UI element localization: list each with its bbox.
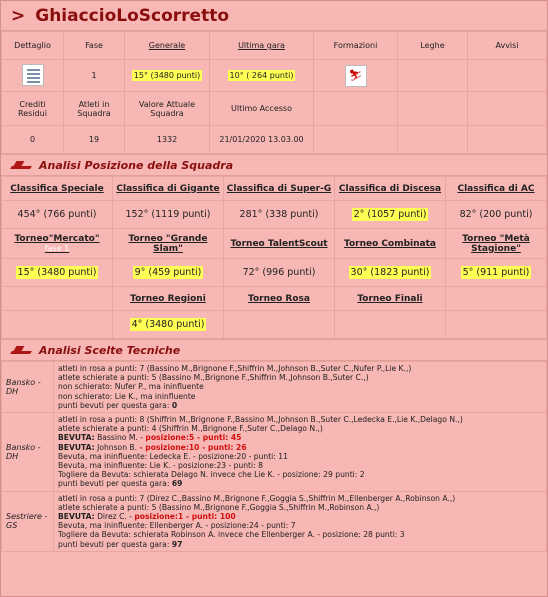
detail-line	[58, 461, 542, 470]
detail-line	[58, 373, 542, 382]
page-title	[1, 1, 547, 31]
torneo-mercato-text: Torneo"Mercato"	[14, 234, 100, 244]
detail-line	[58, 392, 542, 401]
detail-text: atlete schierate a punti: 4 (Shiffrin M.,Brignone F.,Suter C.,Delago N.,)	[58, 424, 323, 434]
dettaglio-cell	[2, 60, 64, 92]
race-details	[54, 491, 547, 551]
detail-line	[58, 470, 542, 479]
value-text: 152° (1119 punti)	[125, 209, 211, 220]
detail-line	[58, 382, 542, 391]
race-name: Bansko - DH	[2, 413, 54, 492]
empty-cell	[2, 287, 113, 311]
tech-table	[1, 361, 547, 552]
empty-cell	[446, 287, 547, 311]
detail-text: atlete schierate a punti: 5 (Bassino M.,Brignone F.,Shiffrin M.,Johnson B.,Suter C.,)	[58, 373, 369, 383]
value-classifica-superg	[224, 201, 335, 229]
label-classifica-gigante[interactable]: Classifica di Gigante	[113, 177, 224, 201]
detail-line	[58, 494, 542, 503]
detail-text: non schierato: Nufer P., ma ininfluente	[58, 382, 204, 392]
bevuta-label: BEVUTA:	[58, 512, 95, 522]
detail-text: atlete schierate a punti: 5 (Bassino M.,Brignone F.,Goggia S.,Shiffrin M.,Robinson A.,)	[58, 502, 380, 512]
empty-cell	[314, 92, 398, 126]
empty-cell	[468, 126, 547, 154]
value-torneo-regioni	[113, 311, 224, 339]
empty-cell	[446, 311, 547, 339]
label-classifica-superg[interactable]: Classifica di Super-G	[224, 177, 335, 201]
detail-line	[58, 415, 542, 424]
header-crediti: Crediti Residui	[2, 92, 64, 126]
tech-section-title: Analisi Scelte Tecniche	[39, 343, 181, 357]
ultima-gara-cell	[210, 60, 314, 92]
points-total: 97	[171, 539, 183, 549]
value-text: 82° (200 punti)	[459, 209, 533, 220]
valore-value: 1332	[125, 126, 210, 154]
label-torneo-mercato[interactable]	[2, 229, 113, 259]
empty-cell	[314, 126, 398, 154]
leghe-cell	[398, 60, 468, 92]
detail-line	[58, 424, 542, 433]
position-section-title: Analisi Posizione della Squadra	[39, 158, 234, 172]
value-text: 9° (459 punti)	[134, 267, 202, 278]
label-classifica-discesa[interactable]: Classifica di Discesa	[335, 177, 446, 201]
formazioni-cell	[314, 60, 398, 92]
bevuta-label: BEVUTA:	[58, 442, 95, 452]
value-classifica-discesa	[335, 201, 446, 229]
header-leghe: Leghe	[398, 32, 468, 60]
label-torneo-grande-slam[interactable]: Torneo "Grande Slam"	[113, 229, 224, 259]
race-row	[2, 362, 547, 413]
value-classifica-gigante	[113, 201, 224, 229]
value-torneo-talentscout	[224, 259, 335, 287]
value-classifica-speciale	[2, 201, 113, 229]
label-torneo-combinata[interactable]: Torneo Combinata	[335, 229, 446, 259]
label-torneo-finali[interactable]: Torneo Finali	[335, 287, 446, 311]
detail-text: Bassino M. -	[94, 433, 146, 443]
ski-icon	[11, 161, 31, 169]
ultima-gara-value: 10° ( 264 punti)	[229, 71, 294, 80]
race-details	[54, 413, 547, 492]
points-total: 69	[171, 479, 183, 489]
empty-cell	[398, 92, 468, 126]
fase-subtext: fase 1	[44, 244, 70, 253]
value-torneo-mercato	[2, 259, 113, 287]
tech-section-header	[1, 339, 547, 361]
detail-line	[58, 364, 542, 373]
label-classifica-ac[interactable]: Classifica di AC	[446, 177, 547, 201]
detail-text: atleti in rosa a punti: 7 (Direz C.,Bassino M.,Brignone F.,Goggia S.,Shiffrin M.,Ellenberger A.,Robinson A.,)	[58, 493, 456, 503]
value-text: 15° (3480 punti)	[17, 267, 97, 278]
skier-icon[interactable]: ⛷	[345, 65, 367, 87]
detail-text: Bevuta, ma ininfluente: Ellenberger A. - posizione:24 - punti: 7	[58, 521, 296, 531]
atleti-value: 19	[64, 126, 125, 154]
value-torneo-rosa	[224, 311, 335, 339]
label-torneo-talentscout[interactable]: Torneo TalentScout	[224, 229, 335, 259]
team-name: GhiaccioLoScorretto	[35, 5, 230, 26]
detail-text: punti bevuti per questa gara:	[58, 539, 172, 549]
detail-text: atleti in rosa a punti: 8 (Shiffrin M.,Brignone F.,Bassino M.,Johnson B.,Suter C.,Ledecka E.,Lie K.,Delago N.,)	[58, 415, 463, 425]
label-classifica-speciale[interactable]: Classifica Speciale	[2, 177, 113, 201]
detail-line	[58, 433, 542, 442]
value-classifica-ac	[446, 201, 547, 229]
detail-text: Togliere da Bevuta: schierata Robinson A. invece che Ellenberger A. - posizione: 28 punti: 3	[58, 530, 405, 540]
generale-cell	[125, 60, 210, 92]
summary-table	[1, 31, 547, 154]
header-generale[interactable]: Generale	[125, 32, 210, 60]
label-torneo-rosa[interactable]: Torneo Rosa	[224, 287, 335, 311]
position-table	[1, 176, 547, 339]
empty-cell	[2, 311, 113, 339]
empty-cell	[468, 92, 547, 126]
detail-line	[58, 540, 542, 549]
header-formazioni: Formazioni	[314, 32, 398, 60]
detail-line	[58, 503, 542, 512]
value-torneo-grande-slam	[113, 259, 224, 287]
race-name: Sestriere - GS	[2, 491, 54, 551]
detail-line	[58, 401, 542, 410]
title-arrow-icon: >	[11, 5, 26, 26]
value-text: 30° (1823 punti)	[350, 267, 430, 278]
detail-line	[58, 452, 542, 461]
value-torneo-combinata	[335, 259, 446, 287]
label-torneo-meta-stagione[interactable]: Torneo "Metà Stagione"	[446, 229, 547, 259]
label-torneo-regioni[interactable]: Torneo Regioni	[113, 287, 224, 311]
header-valore: Valore Attuale Squadra	[125, 92, 210, 126]
race-details	[54, 362, 547, 413]
header-fase: Fase	[64, 32, 125, 60]
header-atleti: Atleti in Squadra	[64, 92, 125, 126]
value-torneo-finali	[335, 311, 446, 339]
detail-line	[58, 512, 542, 521]
detail-line	[58, 479, 542, 488]
header-avvisi: Avvisi	[468, 32, 547, 60]
list-detail-icon[interactable]	[22, 64, 44, 86]
value-text: 454° (766 punti)	[17, 209, 97, 220]
value-torneo-meta-stagione	[446, 259, 547, 287]
generale-value: 15° (3480 punti)	[133, 71, 201, 80]
header-dettaglio: Dettaglio	[2, 32, 64, 60]
detail-text: Bevuta, ma ininfluente: Ledecka E. - posizione:20 - punti: 11	[58, 451, 288, 461]
points-total: 0	[171, 400, 178, 410]
bevuta-detail: posizione:5 - punti: 45	[145, 433, 242, 443]
value-text: 5° (911 punti)	[462, 267, 530, 278]
detail-text: Bevuta, ma ininfluente: Lie K. - posizione:23 - punti: 8	[58, 461, 263, 471]
value-text: 4° (3480 punti)	[131, 319, 205, 330]
detail-line	[58, 443, 542, 452]
position-section-header	[1, 154, 547, 176]
header-ultimo-accesso: Ultimo Accesso	[210, 92, 314, 126]
bevuta-detail: posizione:1 - punti: 100	[134, 512, 236, 522]
detail-text: non schierato: Lie K., ma ininfluente	[58, 391, 196, 401]
tech-body	[2, 362, 547, 552]
value-text: 281° (338 punti)	[239, 209, 319, 220]
value-text: 72° (996 punti)	[242, 267, 316, 278]
detail-line	[58, 521, 542, 530]
detail-text: Johnson B.	[94, 442, 140, 452]
value-text: 2° (1057 punti)	[353, 209, 427, 220]
race-row	[2, 413, 547, 492]
avvisi-cell	[468, 60, 547, 92]
bevuta-detail: - posizione:10 - punti: 26	[139, 442, 247, 452]
ultimo-accesso-value: 21/01/2020 13.03.00	[210, 126, 314, 154]
bevuta-label: BEVUTA:	[58, 433, 95, 443]
crediti-value: 0	[2, 126, 64, 154]
detail-line	[58, 530, 542, 539]
empty-cell	[398, 126, 468, 154]
detail-text: Direz C. -	[94, 512, 135, 522]
race-row	[2, 491, 547, 551]
ski-icon	[11, 346, 31, 354]
race-name: Bansko - DH	[2, 362, 54, 413]
detail-text: punti bevuti per questa gara:	[58, 400, 172, 410]
detail-text: atleti in rosa a punti: 7 (Bassino M.,Brignone F.,Shiffrin M.,Johnson B.,Suter C.,Nufer P.,Lie K.,)	[58, 364, 412, 373]
detail-text: Togliere da Bevuta: schierata Delago N. invece che Lie K. - posizione: 29 punti: 2	[58, 470, 365, 480]
fase-value: 1	[64, 60, 125, 92]
header-ultima-gara[interactable]: Ultima gara	[210, 32, 314, 60]
detail-text: punti bevuti per questa gara:	[58, 479, 172, 489]
